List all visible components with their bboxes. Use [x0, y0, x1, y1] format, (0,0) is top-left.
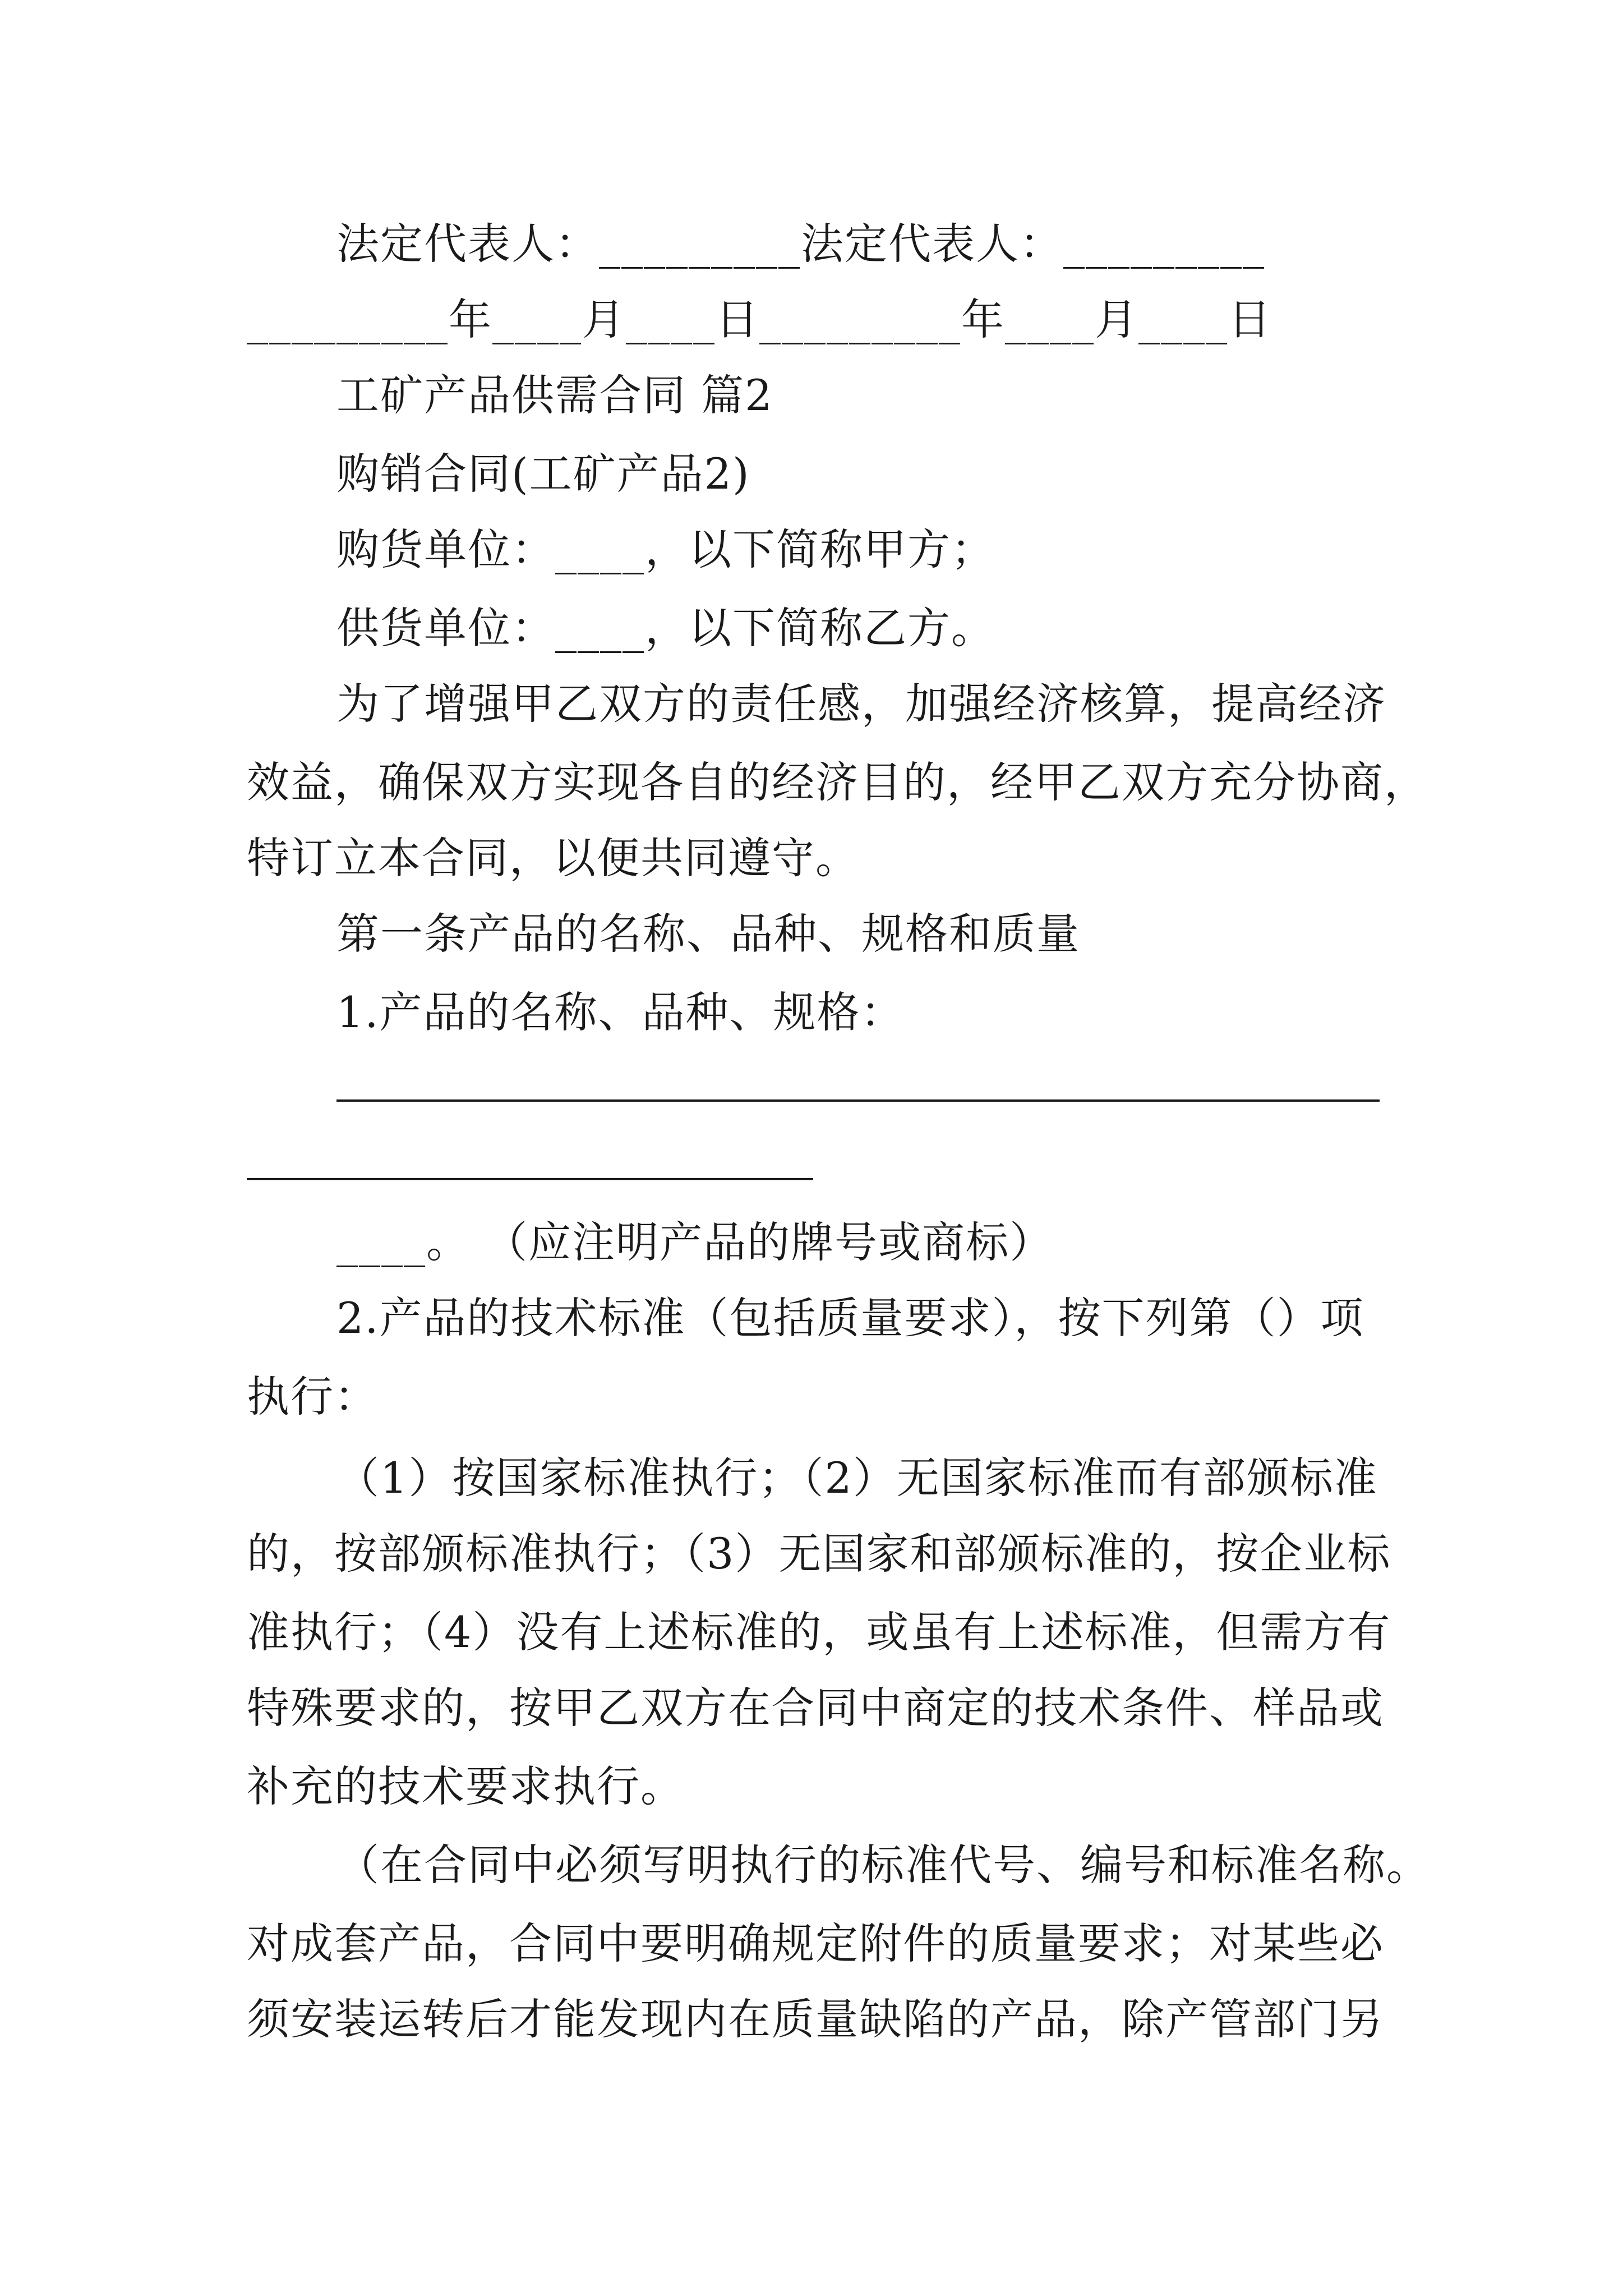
- item-1: 1.产品的名称、品种、规格：: [336, 987, 905, 1037]
- standards-paragraph-line: 特殊要求的，按甲乙双方在合同中商定的技术条件、样品或: [247, 1683, 1384, 1733]
- intro-paragraph-line: 为了增强甲乙双方的责任感，加强经济核算，提高经济: [336, 679, 1386, 729]
- section-heading: 工矿产品供需合同 篇2: [336, 370, 773, 420]
- date-line: _________年____月____日_________年____月____日: [247, 295, 1272, 344]
- contract-note-line: （在合同中必须写明执行的标准代号、编号和标准名称。: [336, 1840, 1430, 1890]
- standards-paragraph-line: 的，按部颁标准执行；（3）无国家和部颁标准的，按企业标: [247, 1529, 1391, 1579]
- buyer-line: 购货单位：____，以下简称甲方；: [336, 524, 995, 574]
- seller-line: 供货单位：____，以下简称乙方。: [336, 603, 995, 653]
- item-2-line: 执行：: [247, 1372, 378, 1421]
- intro-paragraph-line: 效益，确保双方实现各自的经济目的，经甲乙双方充分协商，: [247, 757, 1428, 807]
- fill-in-rule: [336, 1099, 1380, 1102]
- standards-paragraph-line: （1）按国家标准执行；（2）无国家标准而有部颁标准: [336, 1453, 1378, 1503]
- item-2-line: 2.产品的技术标准（包括质量要求），按下列第（）项: [336, 1293, 1364, 1343]
- standards-paragraph-line: 准执行；（4）没有上述标准的，或虽有上述标准，但需方有: [247, 1607, 1391, 1657]
- intro-paragraph-line: 特订立本合同，以便共同遵守。: [247, 833, 859, 883]
- standards-paragraph-line: 补充的技术要求执行。: [247, 1761, 684, 1811]
- brand-note: ____。 （应注明产品的牌号或商标）: [336, 1217, 1054, 1267]
- signature-line: 法定代表人：_________法定代表人：_________: [336, 219, 1265, 269]
- article-1-title: 第一条产品的名称、品种、规格和质量: [336, 909, 1080, 959]
- contract-note-line: 须安装运转后才能发现内在质量缺陷的产品，除产管部门另: [247, 1994, 1384, 2044]
- fill-in-rule: [247, 1178, 813, 1180]
- contract-note-line: 对成套产品，合同中要明确规定附件的质量要求；对某些必: [247, 1918, 1384, 1968]
- contract-title: 购销合同(工矿产品2): [336, 449, 750, 499]
